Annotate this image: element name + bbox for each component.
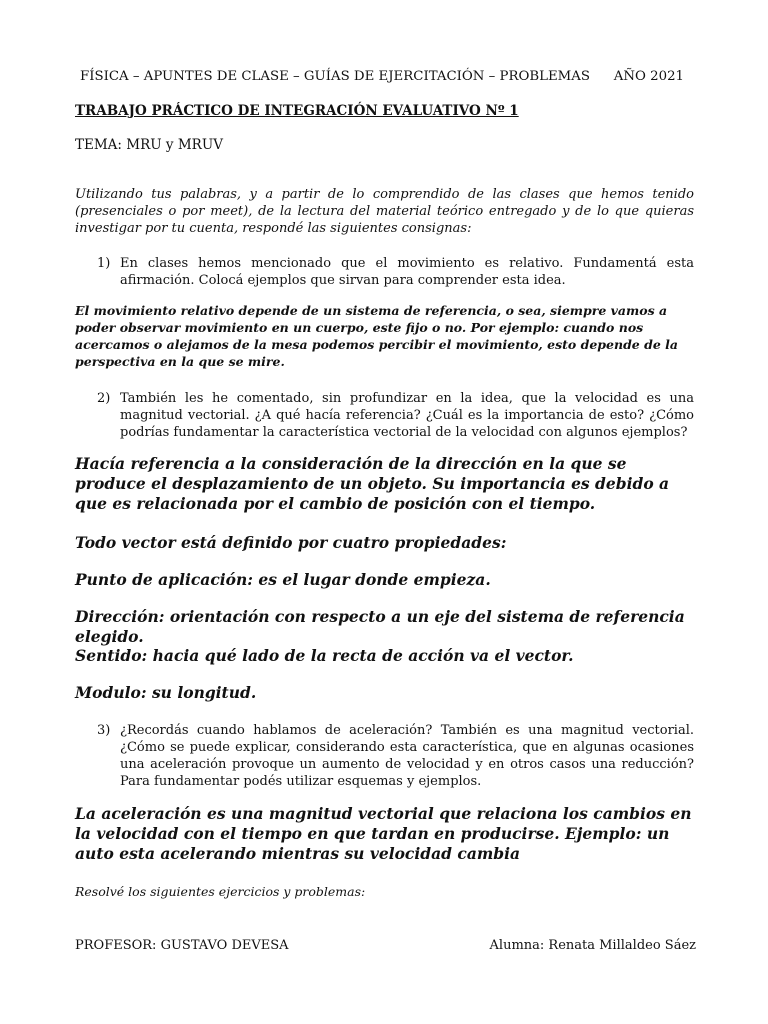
header-year: AÑO 2021 — [613, 69, 684, 84]
answer-3: La aceleración es una magnitud vectorial que relaciona los cambios en la velocidad con el tiempo en que tardan en producirse. Ejemplo: un auto esta acelerando mientras su velocidad cambia — [75, 804, 692, 863]
answer-2-intro: Hacía referencia a la consideración de la dirección en la que se produce el desplazamiento de un objeto. Su importancia es debido a que es relacionada por el cambio de posición con el tiempo. — [75, 454, 670, 513]
question-text: También les he comentado, sin profundizar en la idea, que la velocidad es una magnitud vectorial. ¿A qué hacía referencia? ¿Cuál es la importancia de esto? ¿Cómo podrías fundamentar la característica vectorial de la velocidad con algunos ejemplos? — [120, 391, 694, 440]
question-number: 1) — [97, 256, 111, 271]
question-2 — [97, 390, 694, 441]
question-text: ¿Recordás cuando hablamos de aceleración? También es una magnitud vectorial. ¿Cómo se puede explicar, considerando esta característica, que en algunas ocasiones una aceleración provoque un aumento de velocidad y en otros casos una reducción? Para fundamentar podés utilizar esquemas y ejemplos. — [120, 723, 694, 789]
document-title: TRABAJO PRÁCTICO DE INTEGRACIÓN EVALUATIVO Nº 1 — [75, 103, 519, 119]
answer-2-direction: Dirección: orientación con respecto a un eje del sistema de referencia elegido. — [75, 607, 685, 646]
answer-2-sense: Sentido: hacia qué lado de la recta de acción va el vector. — [75, 646, 574, 665]
instructions-paragraph: Utilizando tus palabras, y a partir de lo comprendido de las clases que hemos tenido (presenciales o por meet), de la lectura del material teórico entregado y de lo que quieras investigar por tu cuenta, respondé las siguientes consignas: — [75, 187, 694, 236]
footer-teacher: PROFESOR: GUSTAVO DEVESA — [75, 938, 289, 953]
question-number: 3) — [97, 723, 111, 738]
answer-2-point: Punto de aplicación: es el lugar donde empieza. — [75, 570, 491, 589]
page-header — [80, 69, 690, 84]
answer-1: El movimiento relativo depende de un sistema de referencia, o sea, siempre vamos a poder observar movimiento en un cuerpo, este fijo o no. Por ejemplo: cuando nos acercamos o alejamos de la mesa podemos percibir el movimiento, esto depende de la perspectiva en la que se mire. — [75, 303, 679, 369]
header-subject: FÍSICA – APUNTES DE CLASE – GUÍAS DE EJERCITACIÓN – PROBLEMAS — [80, 69, 591, 84]
question-3 — [97, 722, 694, 790]
answer-2-vector-properties: Todo vector está definido por cuatro propiedades: — [75, 533, 507, 552]
question-1 — [97, 255, 694, 289]
answer-2-module: Modulo: su longitud. — [75, 683, 257, 702]
exercises-instruction: Resolvé los siguientes ejercicios y problemas: — [75, 884, 366, 899]
footer-student: Alumna: Renata Millaldeo Sáez — [489, 938, 696, 953]
question-text: En clases hemos mencionado que el movimiento es relativo. Fundamentá esta afirmación. Colocá ejemplos que sirvan para comprender esta idea. — [120, 256, 694, 288]
question-number: 2) — [97, 391, 111, 406]
topic-line: TEMA: MRU y MRUV — [75, 137, 223, 153]
